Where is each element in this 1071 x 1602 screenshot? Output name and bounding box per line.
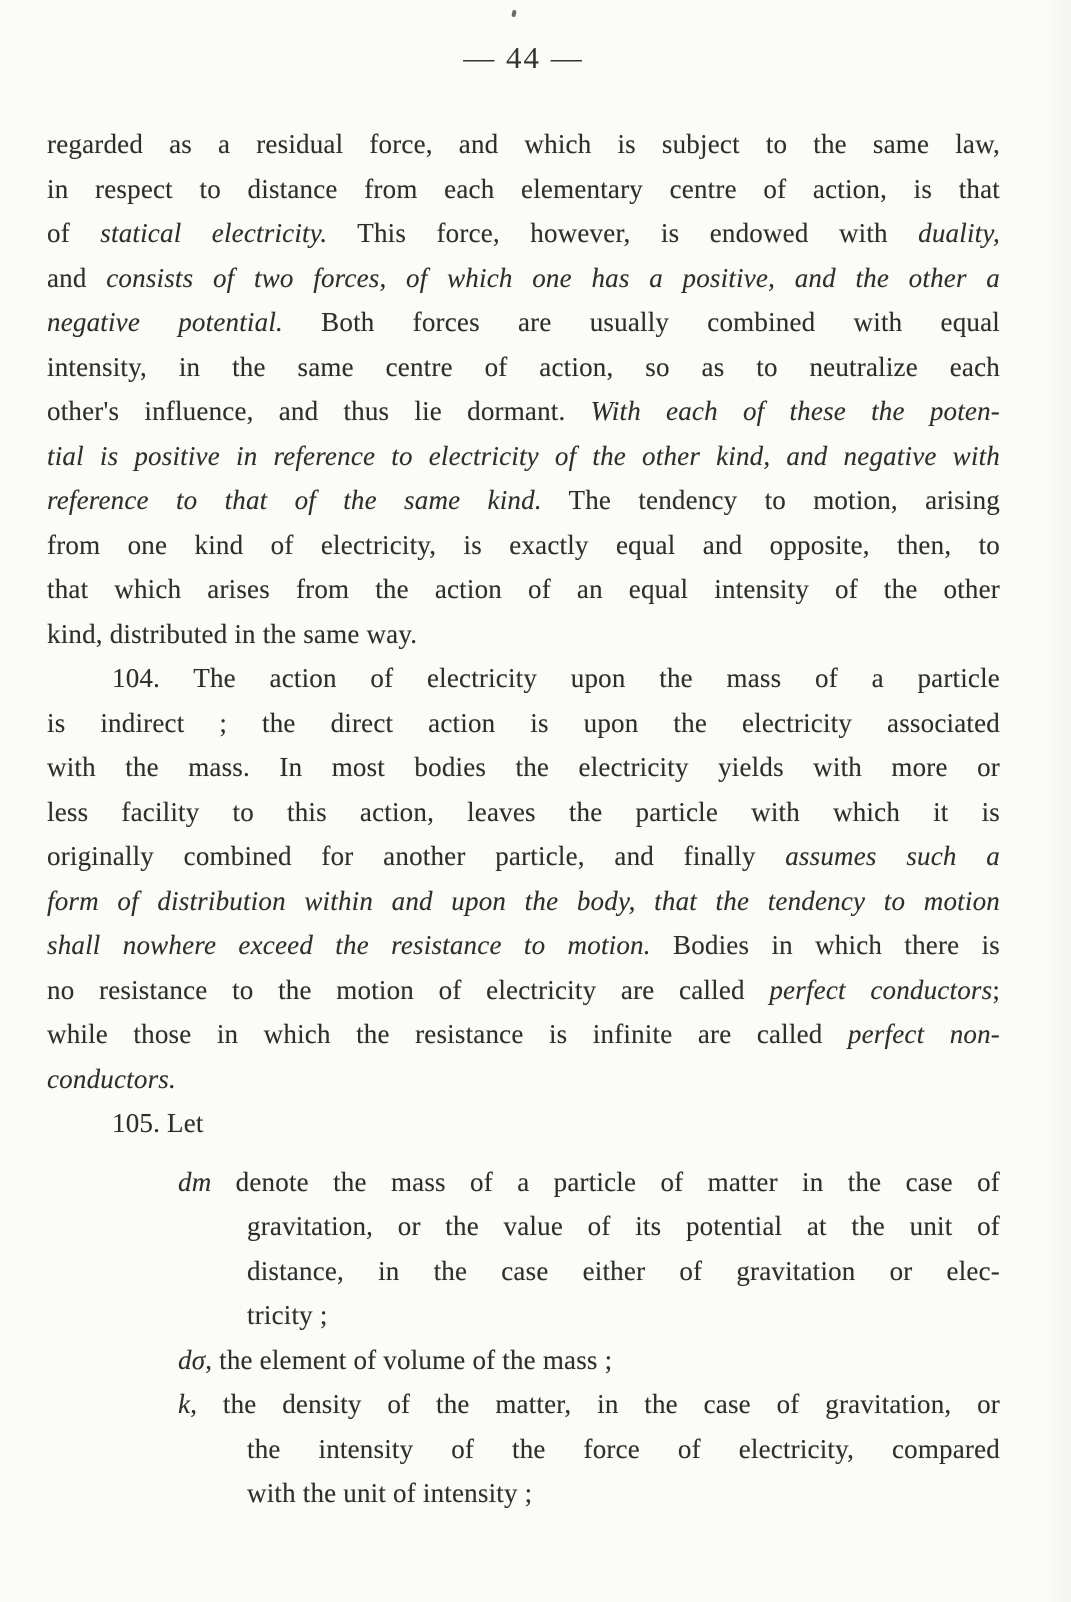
text-line	[47, 968, 1000, 1013]
italic-text-run: perfect conductors	[769, 974, 993, 1005]
text-run: the intensity of the force of electricity, compared	[247, 1433, 1000, 1464]
italic-text-run: perfect non-	[847, 1019, 1000, 1049]
text-run: The tendency to motion, arising	[541, 485, 1000, 515]
text-run: that which arises from the action of an equal intensity of the other	[47, 574, 1000, 604]
text-run: and	[47, 262, 107, 293]
text-run: from one kind of electricity, is exactly equal and opposite, then, to	[47, 529, 1000, 560]
page-number: — 44 —	[463, 40, 584, 75]
text-line	[47, 434, 1000, 479]
paragraph-continuation	[47, 122, 1000, 656]
text-line	[47, 256, 1000, 301]
text-line	[47, 389, 1000, 434]
text-line	[47, 211, 1000, 256]
text-line	[47, 523, 1000, 568]
text-run: regarded as a residual force, and which is subject to the same law,	[47, 129, 1000, 159]
text-run: kind, distributed in the same way.	[47, 618, 418, 649]
text-line	[47, 1471, 1000, 1516]
italic-text-run: assumes such a	[785, 841, 1000, 871]
text-line	[47, 656, 1000, 701]
definition-list	[47, 1160, 1000, 1516]
text-run: originally combined for another particle, and finally	[47, 841, 786, 871]
text-run: no resistance to the motion of electricity are called	[47, 974, 770, 1005]
text-run: Both forces are usually combined with equal	[282, 307, 1000, 337]
text-run: distance, in the case either of gravitation or elec-	[247, 1255, 1000, 1286]
text-run: other's influence, and thus lie dormant.	[47, 396, 591, 426]
italic-text-run: shall nowhere exceed the resistance to motion.	[47, 930, 651, 960]
text-line	[47, 879, 1000, 924]
text-run: denote the mass of a particle of matter in the case of	[211, 1166, 1000, 1197]
text-run: , the density of the matter, in the case of gravitation, or	[190, 1389, 1000, 1419]
text-line	[47, 1204, 1000, 1249]
text-run: Bodies in which there is	[650, 930, 1000, 960]
text-run: of	[47, 218, 101, 248]
text-run: , the element of volume of the mass ;	[205, 1344, 613, 1375]
italic-text-run: conductors.	[47, 1063, 176, 1094]
scan-edge-shading	[1045, 0, 1071, 1602]
text-line	[47, 300, 1000, 345]
italic-text-run: With each of these the poten-	[590, 396, 1000, 426]
text-line	[47, 1160, 1000, 1205]
text-line	[47, 567, 1000, 612]
italic-text-run: tial is positive in reference to electricity of the other kind, and negative with	[47, 440, 1000, 471]
text-run: 104. The action of electricity upon the mass of a particle	[112, 663, 1000, 693]
italic-text-run: dσ	[178, 1344, 206, 1375]
italic-text-run: reference to that of the same kind.	[47, 485, 542, 515]
italic-text-run: k	[178, 1389, 191, 1419]
italic-text-run: negative potential.	[47, 307, 283, 337]
italic-text-run: duality,	[918, 218, 1000, 248]
text-run: This force, however, is endowed with	[327, 218, 919, 248]
text-line	[47, 701, 1000, 746]
scan-speck	[511, 10, 516, 18]
text-run: ;	[992, 974, 1000, 1005]
text-run: in respect to distance from each elementary centre of action, is that	[47, 173, 1000, 204]
text-line	[47, 478, 1000, 523]
text-line	[47, 1057, 1000, 1102]
text-line	[47, 745, 1000, 790]
text-run: less facility to this action, leaves the particle with which it is	[47, 796, 1000, 827]
text-run: intensity, in the same centre of action, so as to neutralize each	[47, 351, 1000, 382]
text-run: while those in which the resistance is infinite are called	[47, 1019, 848, 1049]
paragraph-104	[47, 656, 1000, 1101]
text-line	[47, 612, 1000, 657]
text-line	[47, 1101, 1000, 1146]
text-line	[47, 923, 1000, 968]
text-line	[47, 1012, 1000, 1057]
text-line	[47, 1382, 1000, 1427]
text-run: is indirect ; the direct action is upon the electricity associated	[47, 707, 1000, 738]
text-line	[47, 167, 1000, 212]
text-run: 105. Let	[112, 1108, 204, 1138]
text-line	[47, 1338, 1000, 1383]
text-line	[47, 834, 1000, 879]
text-line	[47, 345, 1000, 390]
text-line	[47, 790, 1000, 835]
text-line	[47, 1249, 1000, 1294]
italic-text-run: statical electricity.	[100, 218, 328, 248]
text-block	[47, 122, 1000, 1516]
paragraph-105	[47, 1101, 1000, 1146]
text-line	[47, 122, 1000, 167]
text-line	[47, 1293, 1000, 1338]
italic-text-run: form of distribution within and upon the body, that the tendency to motion	[47, 885, 1000, 916]
text-line	[47, 1427, 1000, 1472]
text-run: with the mass. In most bodies the electricity yields with more or	[47, 752, 1000, 782]
italic-text-run: dm	[178, 1166, 212, 1197]
text-run: tricity ;	[247, 1300, 328, 1330]
text-run: gravitation, or the value of its potential at the unit of	[247, 1211, 1000, 1241]
italic-text-run: consists of two forces, of which one has a positive, and the other a	[106, 262, 1000, 293]
text-run: with the unit of intensity ;	[247, 1478, 533, 1508]
